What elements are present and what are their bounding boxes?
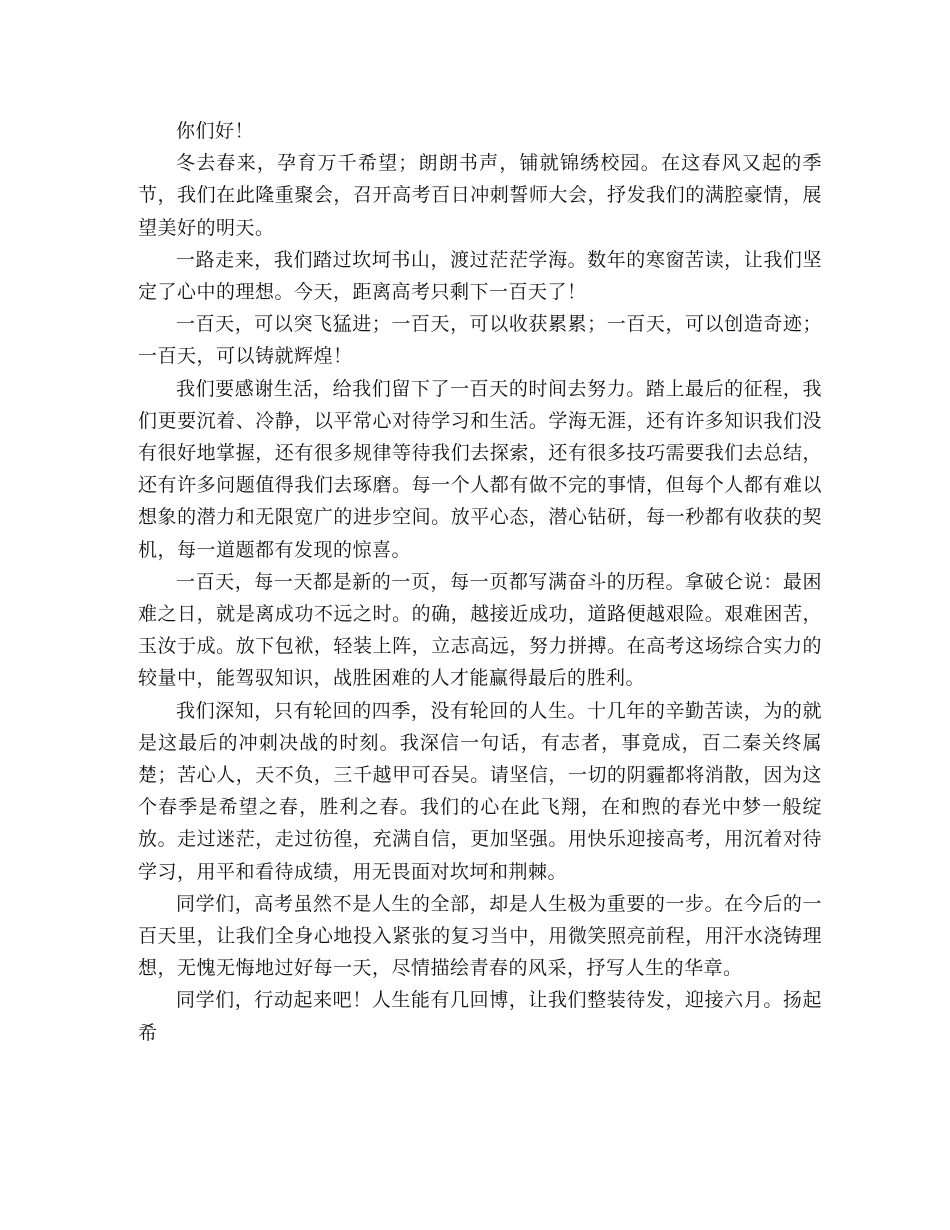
paragraph: 冬去春来，孕育万千希望；朗朗书声，铺就锦绣校园。在这春风又起的季节，我们在此隆重聚会，召开高考百日冲刺誓师大会，抒发我们的满腔豪情，展望美好的明天。 [138, 152, 822, 239]
paragraph: 我们要感谢生活，给我们留下了一百天的时间去努力。踏上最后的征程，我们更要沉着、冷静，以平常心对待学习和生活。学海无涯，还有许多知识我们没有很好地掌握，还有很多规律等待我们去探索，还有很多技巧需要我们去总结，还有许多问题值得我们去琢磨。每一个人都有做不完的事情，但每个人都有难以想象的潜力和无限宽广的进步空间。放平心态，潜心钻研，每一秒都有收获的契机，每一道题都有发现的惊喜。 [138, 377, 822, 561]
document-body [138, 115, 822, 1049]
paragraph: 同学们，行动起来吧！人生能有几回博，让我们整装待发，迎接六月。扬起希 [138, 989, 822, 1044]
paragraph: 我们深知，只有轮回的四季，没有轮回的人生。十几年的辛勤苦读，为的就是这最后的冲刺决战的时刻。我深信一句话，有志者，事竟成，百二秦关终属楚；苦心人，天不负，三千越甲可吞吴。请坚信，一切的阴霾都将消散，因为这个春季是希望之春，胜利之春。我们的心在此飞翔，在和煦的春光中梦一般绽放。走过迷茫，走过彷徨，充满自信，更加坚强。用快乐迎接高考，用沉着对待学习，用平和看待成绩，用无畏面对坎坷和荆棘。 [138, 699, 822, 883]
paragraph: 一路走来，我们踏过坎坷书山，渡过茫茫学海。数年的寒窗苦读，让我们坚定了心中的理想。今天，距离高考只剩下一百天了！ [138, 248, 822, 304]
paragraph: 一百天，可以突飞猛进；一百天，可以收获累累；一百天，可以创造奇迹；一百天，可以铸就辉煌！ [138, 313, 822, 368]
paragraph-greeting: 你们好！ [176, 120, 255, 142]
paragraph: 同学们，高考虽然不是人生的全部，却是人生极为重要的一步。在今后的一百天里，让我们全身心地投入紧张的复习当中，用微笑照亮前程，用汗水浇铸理想，无愧无悔地过好每一天，尽情描绘青春的风采，抒写人生的华章。 [138, 892, 822, 980]
paragraph: 一百天，每一天都是新的一页，每一页都写满奋斗的历程。拿破仑说：最困难之日，就是离成功不远之时。的确，越接近成功，道路便越艰险。艰难困苦，玉汝于成。放下包袱，轻装上阵，立志高远，努力拼搏。在高考这场综合实力的较量中，能驾驭知识，战胜困难的人才能赢得最后的胜利。 [138, 570, 822, 690]
